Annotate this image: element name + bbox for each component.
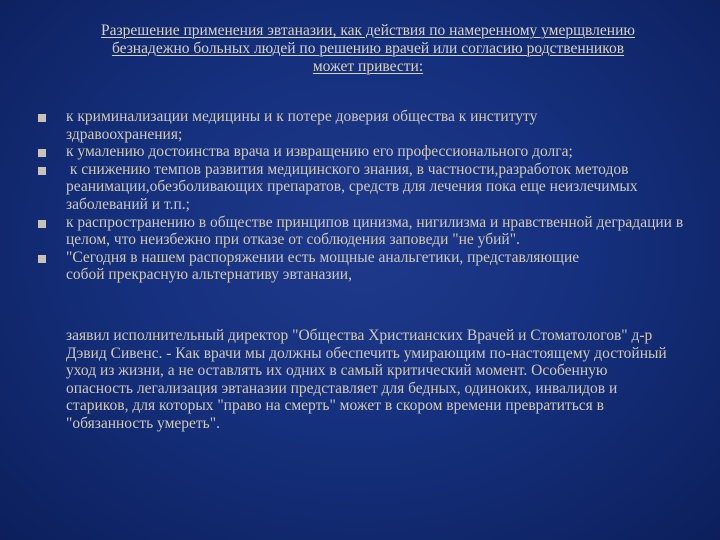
quote-continuation: заявил исполнительный директор "Общества Христианских Врачей и Стоматологов" д-р Дэвид Сивенс. - Как врачи мы должны обеспечить умирающим по-настоящему достойный уход из жизни, а не оставлять их одних в самый критический момент. Особенную опасность легализация эвтаназии представляет для бедных, одиноких, инвалидов и стариков, для которых "право на смерть" может в скором времени превратиться в "обязанность умереть". [66,327,667,432]
bullet-item [38,108,622,143]
bullet-item [38,161,686,214]
bullet-list [38,108,684,284]
bullet-item [38,249,586,284]
bullet-item [38,143,678,161]
bullet-text: к умалению достоинства врача и извращению его профессионального долга; [66,143,573,161]
bullet-text: к снижению темпов развития медицинского знания, в частности,разработок методов реанимации,обезболивающих препаратов, средств для лечения пока еще неизлечимых заболеваний и т.п.; [66,160,642,213]
slide-title: Разрешение применения эвтаназии, как действия по намеренному умерщвлению безнадежно больных людей по решению врачей или согласию родственников может привести: [101,22,635,75]
bullet-text: к распространению в обществе принципов цинизма, нигилизма и нравственной деградации в целом, что неизбежно при отказе от соблюдения заповеди "не убий". [66,213,684,249]
square-bullet-icon [38,149,46,157]
square-bullet-icon [38,255,46,263]
bullet-text: к криминализации медицины и к потере доверия общества к институту здравоохранения; [66,108,538,143]
bullet-item [38,214,684,249]
square-bullet-icon [38,114,46,122]
bullet-text: "Сегодня в нашем распоряжении есть мощные анальгетики, представляющие собой прекрасную альтернативу эвтаназии, [66,248,580,284]
square-bullet-icon [38,167,46,175]
square-bullet-icon [38,220,46,228]
